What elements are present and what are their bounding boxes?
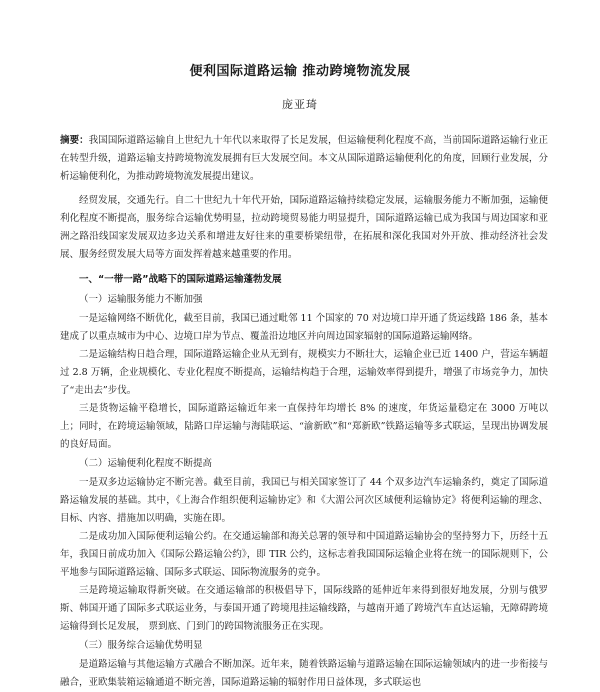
paragraph-freight: 三是货物运输平稳增长，国际道路运输近年来一直保持年均增长 8% 的速度，年货运量稳定在 3000 万吨以上；同时，在跨境运输领域，陆路口岸运输与海陆联运、“渝新欧”和“郑新欧”铁路运输等多式联运，呈现出协调发展的良好局面。 [60, 403, 548, 450]
paragraph-integration: 是道路运输与其他运输方式融合不断加深。近年来，随着铁路运输与道路运输在国际运输领域内的进一步衔接与融合，亚欧集装箱运输通道不断完善，国际道路运输的辐射作用日益体现，多式联运也 [60, 659, 548, 688]
intro-paragraph: 经贸发展，交通先行。自二十世纪九十年代开始，国际道路运输持续稳定发展，运输服务能力不断加强，运输便利化程度不断提高，服务综合运输优势明显，拉动跨境贸易能力明显提升，国际道路运输已成为我国与周边国家和亚洲之路沿线国家发展双边多边关系和增进友好往来的重要桥梁纽带，在拓展和深化我国对外开放、推动经济社会发展、服务经贸发展大局等方面发挥着越来越重要的作用。 [60, 195, 548, 260]
section-heading-1: 一、“一带一路”战略下的国际道路运输蓬勃发展 [79, 274, 282, 285]
paragraph-agreements: 一是双多边运输协定不断完善。截至目前，我国已与相关国家签订了 44 个双多边汽车运输条约，奠定了国际道路运输发展的基础。其中，《上海合作组织便利运输协定》和《大湄公河次区域便利运输协定》将便利运输的理念、目标、内容、措施加以明确，实施在即。 [60, 477, 548, 524]
abstract-text: 我国国际道路运输自上世纪九十年代以来取得了长足发展，但运输便利化程度不高，当前国际道路运输行业正在转型升级，道路运输支持跨境物流发展拥有巨大发展空间。本文从国际道路运输便利化的角度，回顾行业发展，分析运输便利化，为推动跨境物流发展提出建议。 [60, 135, 548, 182]
subsection-heading-3: （三）服务综合运输优势明显 [79, 640, 203, 651]
abstract-paragraph [60, 132, 548, 186]
paragraph-tir: 二是成功加入国际便利运输公约。在交通运输部和海关总署的领导和中国道路运输协会的坚持努力下，历经十五年，我国日前成功加入《国际公路运输公约》，即 TIR 公约，这标志着我国国际运输企业将在统一的国际规则下，公平地参与国际道路运输、国际多式联运、国际物流服务的竞争。 [60, 531, 548, 578]
paper-body [60, 132, 548, 692]
paragraph-network: 一是运输网络不断优化，截至目前，我国已通过毗邻 11 个国家的 70 对边境口岸开通了货运线路 186 条，基本建成了以重点城市为中心、边境口岸为节点、覆盖沿边地区并向周边国家辐射的国际道路运输网络。 [60, 313, 548, 342]
subsection-heading-1: （一）运输服务能力不断加强 [79, 294, 203, 305]
author-name: 庞亚琦 [282, 98, 318, 111]
paragraph-cross-border: 三是跨境运输取得新突破。在交通运输部的积极倡导下，国际线路的延伸近年来得到很好地发展，分别与俄罗斯、韩国开通了国际多式联运业务，与泰国开通了跨境甩挂运输线路，与越南开通了跨境汽车直达运输，无障碍跨境运输得到长足发展， 票到底、门到门的跨国物流服务正在实现。 [60, 585, 548, 632]
subsection-heading-2: （二）运输便利化程度不断提高 [79, 458, 213, 469]
abstract-label: 摘要： [60, 135, 89, 146]
paper-title: 便利国际道路运输 推动跨境物流发展 [189, 64, 411, 79]
paragraph-structure: 二是运输结构日趋合理，国际道路运输企业从无到有，规模实力不断壮大，运输企业已近 1400 户，营运车辆超过 2.8 万辆，企业规模化、专业化程度不断提高，运输结构趋于合理，运输效率得到提升，增强了市场竞争力，加快了“走出去”步伐。 [60, 349, 548, 396]
